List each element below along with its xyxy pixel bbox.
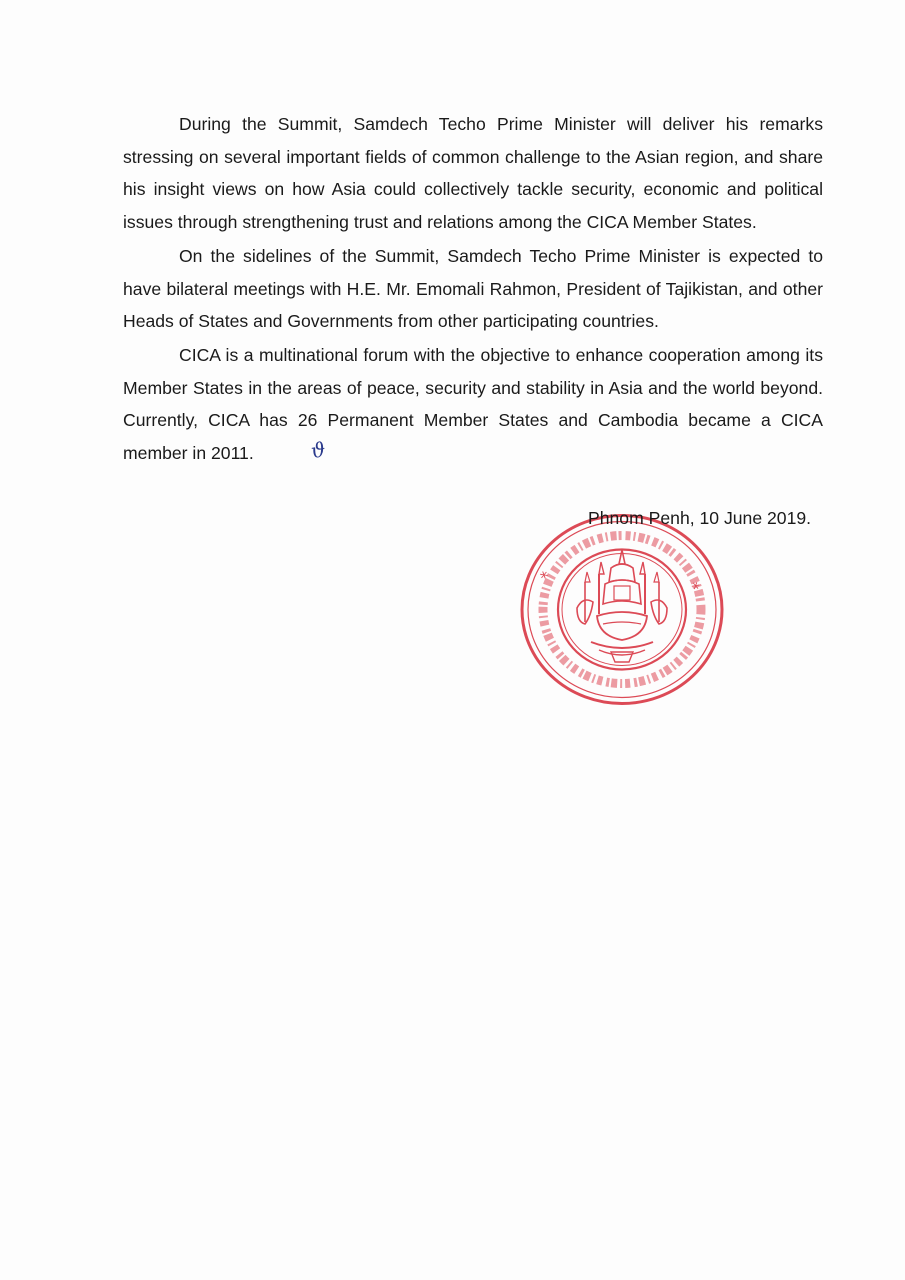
svg-text:*: * bbox=[537, 567, 552, 588]
paragraph-cica-description bbox=[123, 339, 823, 470]
handwritten-initial: ϑ bbox=[308, 437, 328, 464]
official-seal-stamp bbox=[519, 512, 725, 707]
paragraph-bilateral-meetings: On the sidelines of the Summit, Samdech Techo Prime Minister is expected to have bilateral meetings with H.E. Mr. Emomali Rahmon, President of Tajikistan, and other Heads of States and Governments from other participating countries. bbox=[123, 245, 823, 332]
document-body bbox=[123, 108, 823, 471]
place-and-date: Phnom Penh, 10 June 2019. bbox=[588, 508, 812, 528]
svg-text:*: * bbox=[687, 577, 702, 599]
paragraph-summit-remarks: During the Summit, Samdech Techo Prime Minister will deliver his remarks stressing on several important fields of common challenge to the Asian region, and share his insight views on how Asia could collectively tackle security, economic and political issues through strengthening trust and relations among the CICA Member States. bbox=[123, 114, 823, 233]
paragraph-cica-text: CICA is a multinational forum with the objective to enhance cooperation among its Member States in the areas of peace, security and stability in Asia and the world beyond. Currently, CICA has 26 Permanent Member States and Cambodia became a CICA member in 2011. bbox=[123, 344, 823, 464]
